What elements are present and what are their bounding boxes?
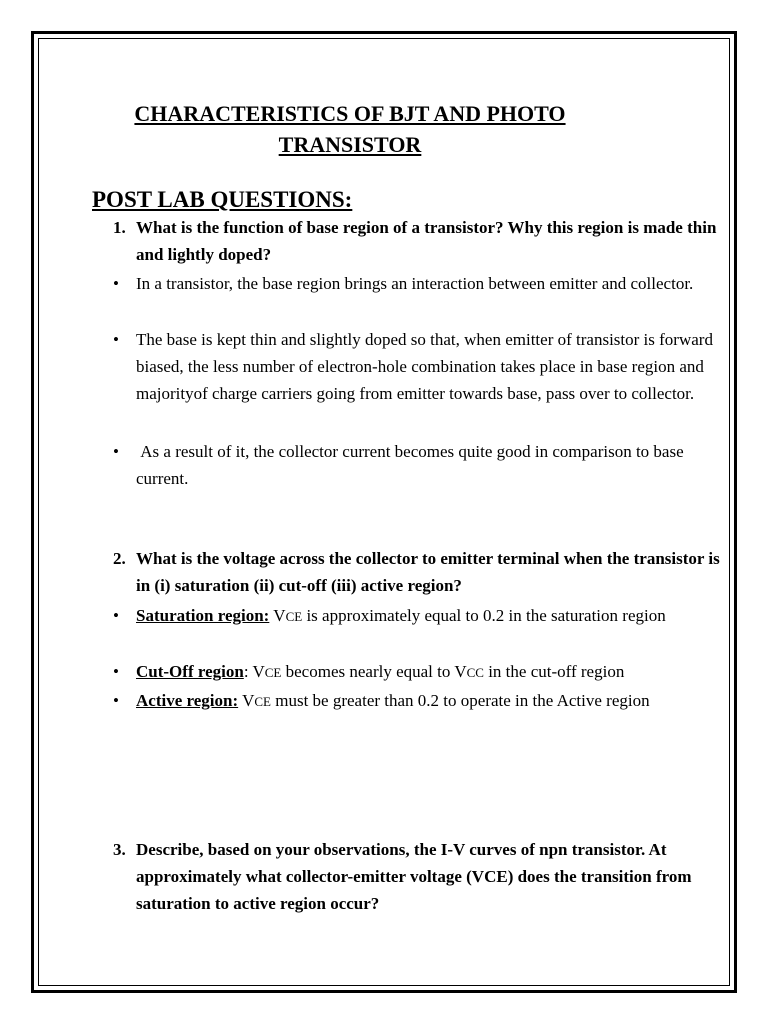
list-item-text: In a transistor, the base region brings an interaction between emitter and collector. [136, 274, 694, 293]
question-text: Describe, based on your observations, the I-V curves of npn transistor. At approximately what collector-emitter voltage (VCE) does the transition from saturation to active region occur? [136, 840, 692, 913]
title-line-1: CHARACTERISTICS OF BJT AND PHOTO [134, 101, 566, 126]
question-text: What is the function of base region of a transistor? Why this region is made thin and lightly doped? [136, 218, 717, 264]
list-item-text: The base is kept thin and slightly doped so that, when emitter of transistor is forward biased, the less number of electron-hole combination takes place in base region and majorityof charge carriers going from emitter towards base, pass over to collector. [136, 330, 713, 403]
question-text: What is the voltage across the collector to emitter terminal when the transistor is in (i) saturation (ii) cut-off (iii) active region? [136, 549, 720, 595]
list-item [113, 270, 728, 297]
question-number: 2. [113, 549, 126, 568]
list-item [113, 326, 728, 407]
question-2 [113, 545, 733, 599]
list-item-text: As a result of it, the collector current becomes quite good in comparison to base current. [136, 442, 688, 488]
question-number: 1. [113, 218, 126, 237]
bullet-icon: • [113, 662, 119, 681]
bullet-icon: • [113, 691, 119, 710]
bullet-icon: • [113, 274, 119, 293]
title-line-2: TRANSISTOR [278, 132, 422, 157]
question-3 [113, 836, 733, 917]
list-item [113, 438, 728, 492]
list-item-text: Active region: VCE must be greater than 0.2 to operate in the Active region [136, 691, 650, 710]
term-active: Active region: [136, 691, 239, 710]
term-cutoff: Cut-Off region [136, 662, 244, 681]
bullet-icon: • [113, 606, 119, 625]
term-saturation: Saturation region: [136, 606, 270, 625]
list-item-text: Cut-Off region: VCE becomes nearly equal to VCC in the cut-off region [136, 662, 625, 681]
section-heading: POST LAB QUESTIONS: [92, 187, 353, 212]
question-number: 3. [113, 840, 126, 859]
bullet-icon: • [113, 442, 119, 461]
list-item [113, 687, 728, 715]
list-item [113, 602, 728, 630]
list-item-text: Saturation region: VCE is approximately equal to 0.2 in the saturation region [136, 606, 666, 625]
bullet-icon: • [113, 330, 119, 349]
list-item [113, 658, 728, 686]
question-1 [113, 214, 733, 268]
